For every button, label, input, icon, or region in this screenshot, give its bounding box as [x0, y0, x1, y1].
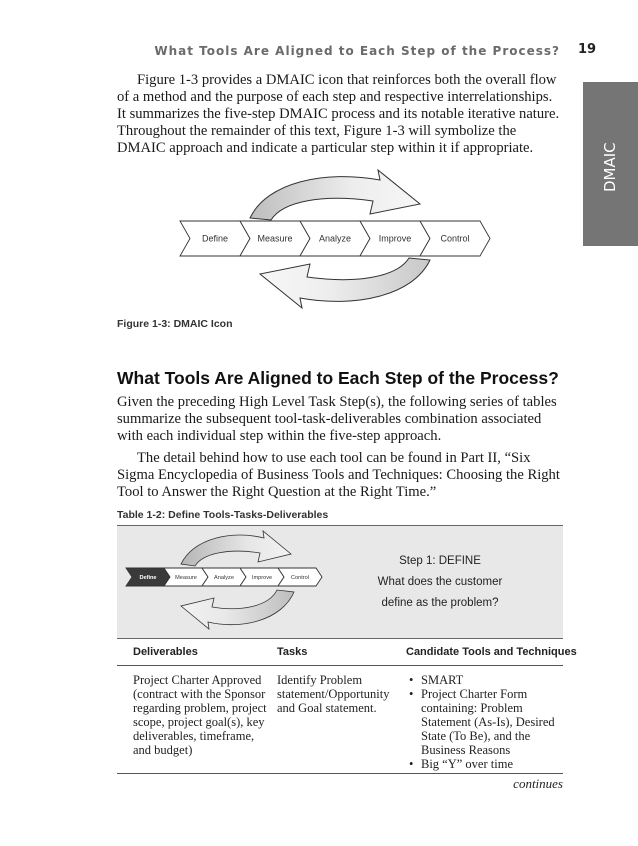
cycle-arrow-bottom [260, 258, 430, 308]
table-caption: Table 1-2: Define Tools-Tasks-Deliverables [117, 509, 329, 521]
step-info [370, 551, 510, 614]
step-question-line-2: define as the problem? [381, 597, 499, 609]
cycle-arrow-top [250, 170, 420, 220]
section-paragraph-1: Given the preceding High Level Task Step(s), the following series of tables summarize the subsequent tool-task-deliverables combination associated with each individual step within the five-step approach. [117, 394, 557, 444]
column-header-tasks: Tasks [277, 646, 308, 658]
running-head: What Tools Are Aligned to Each Step of the Process? [154, 44, 560, 58]
tools-list-item: • Project Charter Form containing: Problem Statement (As-Is), Desired State (To Be), and the Business Reasons [405, 687, 565, 757]
column-header-deliverables: Deliverables [133, 646, 198, 658]
step-control-label: Control [290, 575, 310, 582]
column-header-tools: Candidate Tools and Techniques [406, 646, 577, 658]
column-header-rule [117, 665, 563, 666]
step-control-label: Control [440, 233, 470, 244]
step-improve-label: Improve [251, 575, 273, 582]
cycle-arrow-bottom [181, 590, 294, 629]
deliverables-cell: Project Charter Approved (contract with the Sponsor regarding problem, project scope, project goal(s), key deliverables, timeframe, and budget) [133, 673, 267, 757]
figure-caption: Figure 1-3: DMAIC Icon [117, 318, 233, 330]
step-define-label: Define [201, 233, 229, 244]
section-paragraph-2: The detail behind how to use each tool can be found in Part II, “Six Sigma Encyclopedia of Business Tools and Techniques: Choosing the Right Tool to Answer the Right Question at the Right Time.” [117, 450, 560, 500]
page-number: 19 [578, 42, 597, 57]
step-define-label: Define [139, 575, 157, 582]
dmaic-icon-small [124, 530, 334, 634]
step-title: Step 1: DEFINE [399, 555, 481, 567]
continues-note: continues [513, 776, 563, 791]
cycle-arrow-top [181, 531, 291, 566]
tools-list [405, 673, 565, 771]
step-analyze-label: Analyze [318, 233, 352, 244]
section-heading: What Tools Are Aligned to Each Step of the Process? [117, 368, 559, 388]
dmaic-icon-figure [175, 168, 505, 310]
intro-paragraph: Figure 1-3 provides a DMAIC icon that reinforces both the overall flow of a method and the purpose of each step and respective interrelationships. It summarizes the five-step DMAIC process and its notable iterative nature. Throughout the remainder of this text, Figure 1-3 will symbolize the DMAIC approach and indicate a particular step within it if appropriate. [117, 72, 560, 156]
step-measure-label: Measure [257, 233, 293, 244]
tasks-cell: Identify Problem statement/Opportunity and Goal statement. [277, 673, 390, 715]
step-question-line-1: What does the customer [377, 576, 503, 588]
step-analyze-label: Analyze [214, 575, 234, 582]
side-tab-label: DMAIC [601, 142, 619, 192]
step-measure-label: Measure [175, 575, 197, 582]
side-tab [583, 82, 638, 246]
step-improve-label: Improve [378, 233, 412, 244]
tools-list-item: • Big “Y” over time [405, 757, 565, 771]
table-bottom-rule [117, 773, 563, 774]
tools-list-item: • SMART [405, 673, 565, 687]
